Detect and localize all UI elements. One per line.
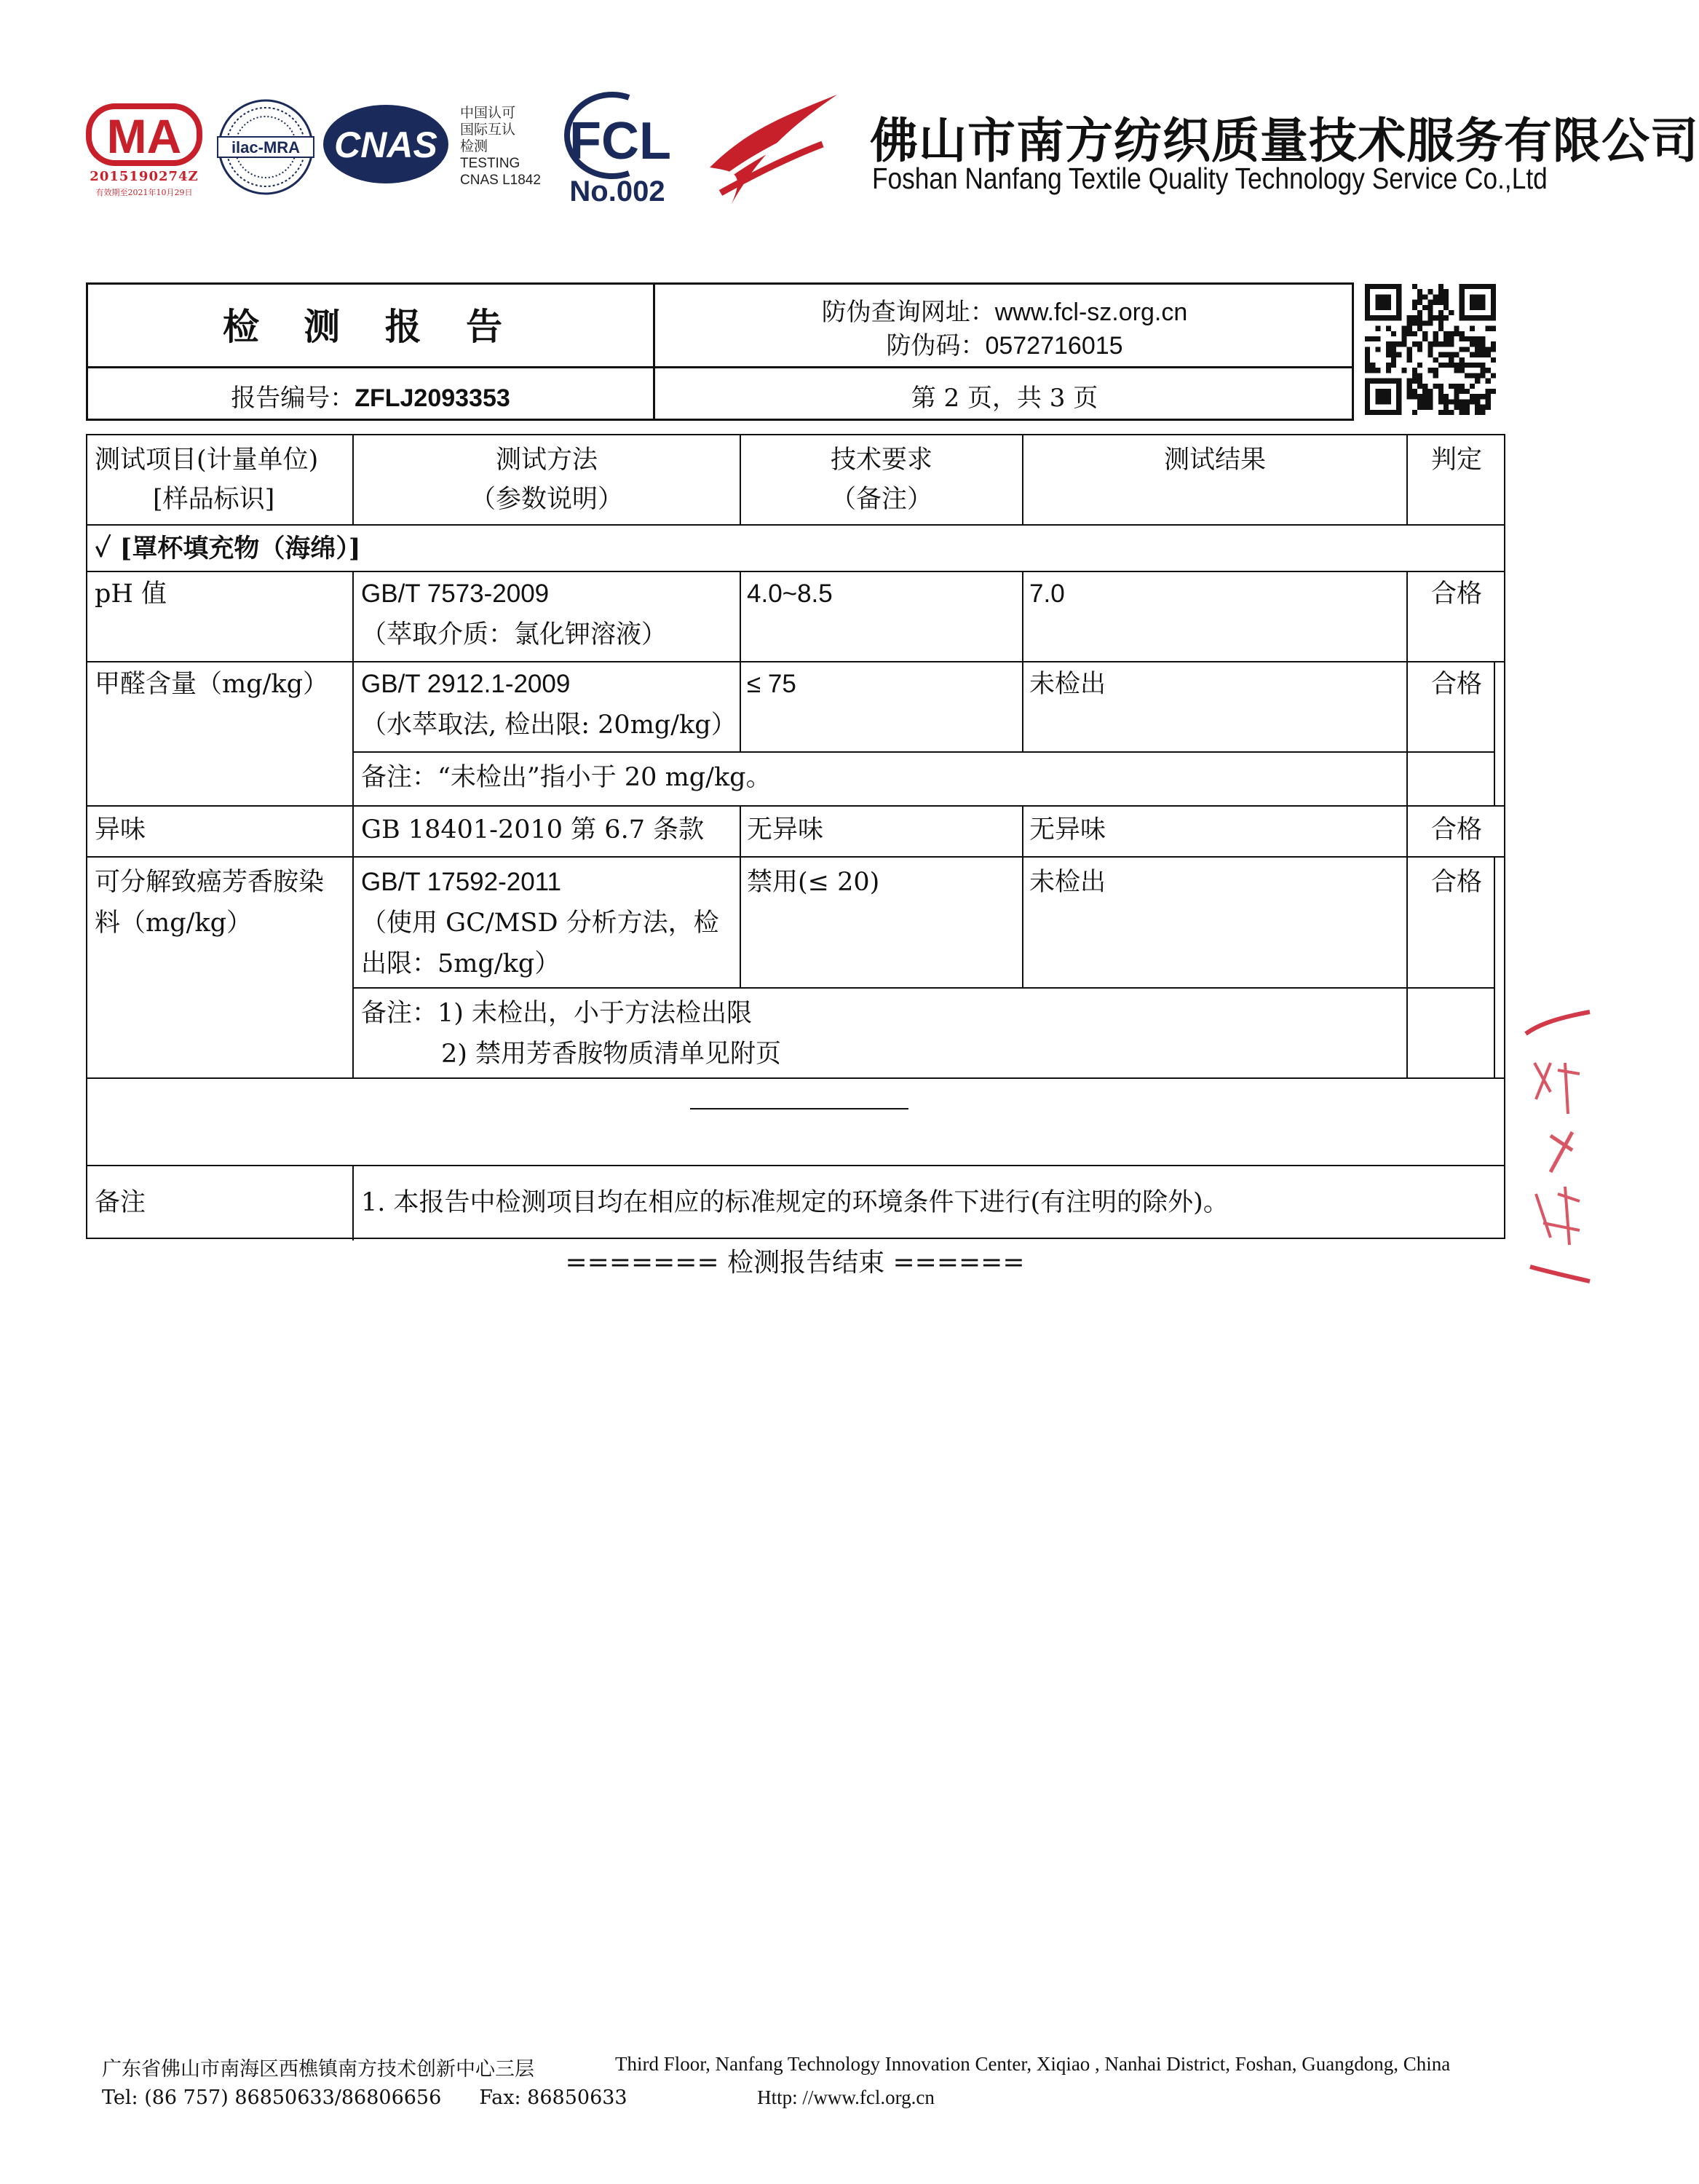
row-azo-item-line1: 可分解致癌芳香胺染 — [95, 868, 325, 897]
header-sample-id: [样品标识] — [153, 485, 275, 514]
row-ph-item: pH 值 — [95, 579, 167, 609]
cnas-logo — [320, 102, 451, 186]
row-ph-method: GB/T 7573-2009 — [361, 579, 550, 608]
report-number-label: 报告编号： — [231, 384, 355, 413]
row-formaldehyde-item: 甲醛含量（mg/kg） — [95, 670, 328, 699]
row-ph-result: 7.0 — [1029, 579, 1065, 608]
verify-code-value: 0572716015 — [985, 332, 1123, 360]
row-odor-method: GB 18401-2010 第 6.7 条款 — [361, 815, 705, 844]
ilac-logo-text: ilac-MRA — [231, 138, 301, 157]
footer-fax: Fax: 86850633 — [479, 2086, 627, 2109]
verify-url — [655, 292, 1354, 328]
header-requirement-note: （备注） — [830, 485, 932, 514]
header-verdict: 判定 — [1430, 446, 1482, 475]
cnas-line-5: CNAS L1842 — [460, 173, 541, 188]
row-odor-item: 异味 — [95, 815, 146, 844]
row-azo-remark1: 备注：1) 未检出，小于方法检出限 — [361, 999, 753, 1028]
row-formaldehyde-method: GB/T 2912.1-2009 — [361, 670, 571, 698]
report-number — [88, 378, 653, 414]
row-formaldehyde-method-note: （水萃取法, 检出限: 20mg/kg） — [361, 711, 737, 740]
company-swoosh-logo — [702, 87, 844, 215]
footer-address-en: Third Floor, Nanfang Technology Innovation Center, Xiqiao , Nanhai District, Foshan, Guangdong, China — [615, 2053, 1451, 2075]
verify-code-label: 防伪码： — [886, 331, 986, 360]
row-odor-verdict: 合格 — [1430, 815, 1482, 844]
company-name-cn: 佛山市南方纺织质量技术服务有限公司 — [870, 113, 1699, 169]
header-test-item: 测试项目(计量单位) — [95, 446, 319, 475]
row-ph-method-note: （萃取介质：氯化钾溶液） — [361, 620, 668, 649]
row-ph-requirement: 4.0~8.5 — [747, 579, 833, 608]
results-table — [86, 434, 1505, 1239]
footer-tel: Tel: (86 757) 86850633/86806656 — [102, 2086, 442, 2109]
row-azo-method: GB/T 17592-2011 — [361, 868, 562, 896]
header-test-result: 测试结果 — [1163, 446, 1266, 475]
ilac-mra-logo — [215, 95, 317, 200]
footer-url: Http: //www.fcl.org.cn — [757, 2086, 935, 2108]
cma-code: 2015190274Z — [90, 169, 199, 184]
header-requirement: 技术要求 — [830, 446, 932, 475]
cnas-logo-text: CNAS — [334, 124, 437, 165]
verify-url-value: www.fcl-sz.org.cn — [994, 298, 1188, 326]
notes-text: 1. 本报告中检测项目均在相应的标准规定的环境条件下进行(有注明的除外)。 — [361, 1188, 1229, 1217]
cma-logo-text: MA — [106, 109, 182, 163]
report-end-marker: ======= 检测报告结束 ====== — [565, 1248, 1025, 1278]
row-odor-requirement: 无异味 — [747, 815, 824, 844]
cma-valid-date: 有效期至2021年10月29日 — [95, 188, 193, 197]
verify-url-label: 防伪查询网址： — [821, 298, 995, 327]
report-title: 检 测 报 告 — [222, 305, 519, 348]
cnas-line-1: 中国认可 — [460, 106, 516, 121]
header-test-method: 测试方法 — [495, 446, 598, 475]
notes-label: 备注 — [95, 1188, 146, 1217]
footer-address-cn: 广东省佛山市南海区西樵镇南方技术创新中心三层 — [102, 2058, 534, 2081]
row-azo-item-line2: 料（mg/kg） — [95, 909, 252, 938]
qr-code-icon — [1365, 284, 1496, 415]
cnas-accreditation-text — [460, 105, 541, 189]
cnas-line-3: 检测 — [460, 139, 488, 154]
fcl-logo — [559, 89, 676, 205]
cnas-line-2: 国际互认 — [460, 122, 516, 138]
row-azo-method-note1: （使用 GC/MSD 分析方法，检 — [361, 909, 719, 938]
row-formaldehyde-verdict: 合格 — [1430, 670, 1482, 699]
fcl-logo-text: FCL — [569, 112, 671, 170]
cnas-line-4: TESTING — [460, 156, 520, 171]
row-formaldehyde-result: 未检出 — [1029, 670, 1106, 699]
header-method-param: （参数说明） — [470, 485, 623, 514]
seal-stamp-fragment — [1521, 1005, 1590, 1296]
company-name-en: Foshan Nanfang Textile Quality Technology Service Co.,Ltd — [872, 162, 1548, 195]
fcl-number: No.002 — [569, 175, 665, 207]
section-title: ✓ [罩杯填充物（海绵）] — [95, 534, 361, 563]
row-azo-method-note2: 出限：5mg/kg） — [361, 949, 561, 978]
row-azo-requirement: 禁用(≤ 20) — [747, 868, 880, 897]
row-formaldehyde-requirement: ≤ 75 — [747, 670, 796, 698]
row-formaldehyde-remark: 备注：“未检出”指小于 20 mg/kg。 — [361, 763, 772, 792]
row-azo-remark2: 2) 禁用芳香胺物质清单见附页 — [441, 1040, 782, 1069]
report-header-box — [86, 282, 1354, 421]
row-azo-verdict: 合格 — [1430, 868, 1482, 897]
row-ph-verdict: 合格 — [1430, 579, 1482, 609]
verify-code — [655, 325, 1354, 361]
page-info: 第 2 页，共 3 页 — [911, 384, 1098, 413]
row-odor-result: 无异味 — [1029, 815, 1106, 844]
report-number-value: ZFLJ2093353 — [355, 384, 510, 412]
row-azo-result: 未检出 — [1029, 868, 1106, 897]
